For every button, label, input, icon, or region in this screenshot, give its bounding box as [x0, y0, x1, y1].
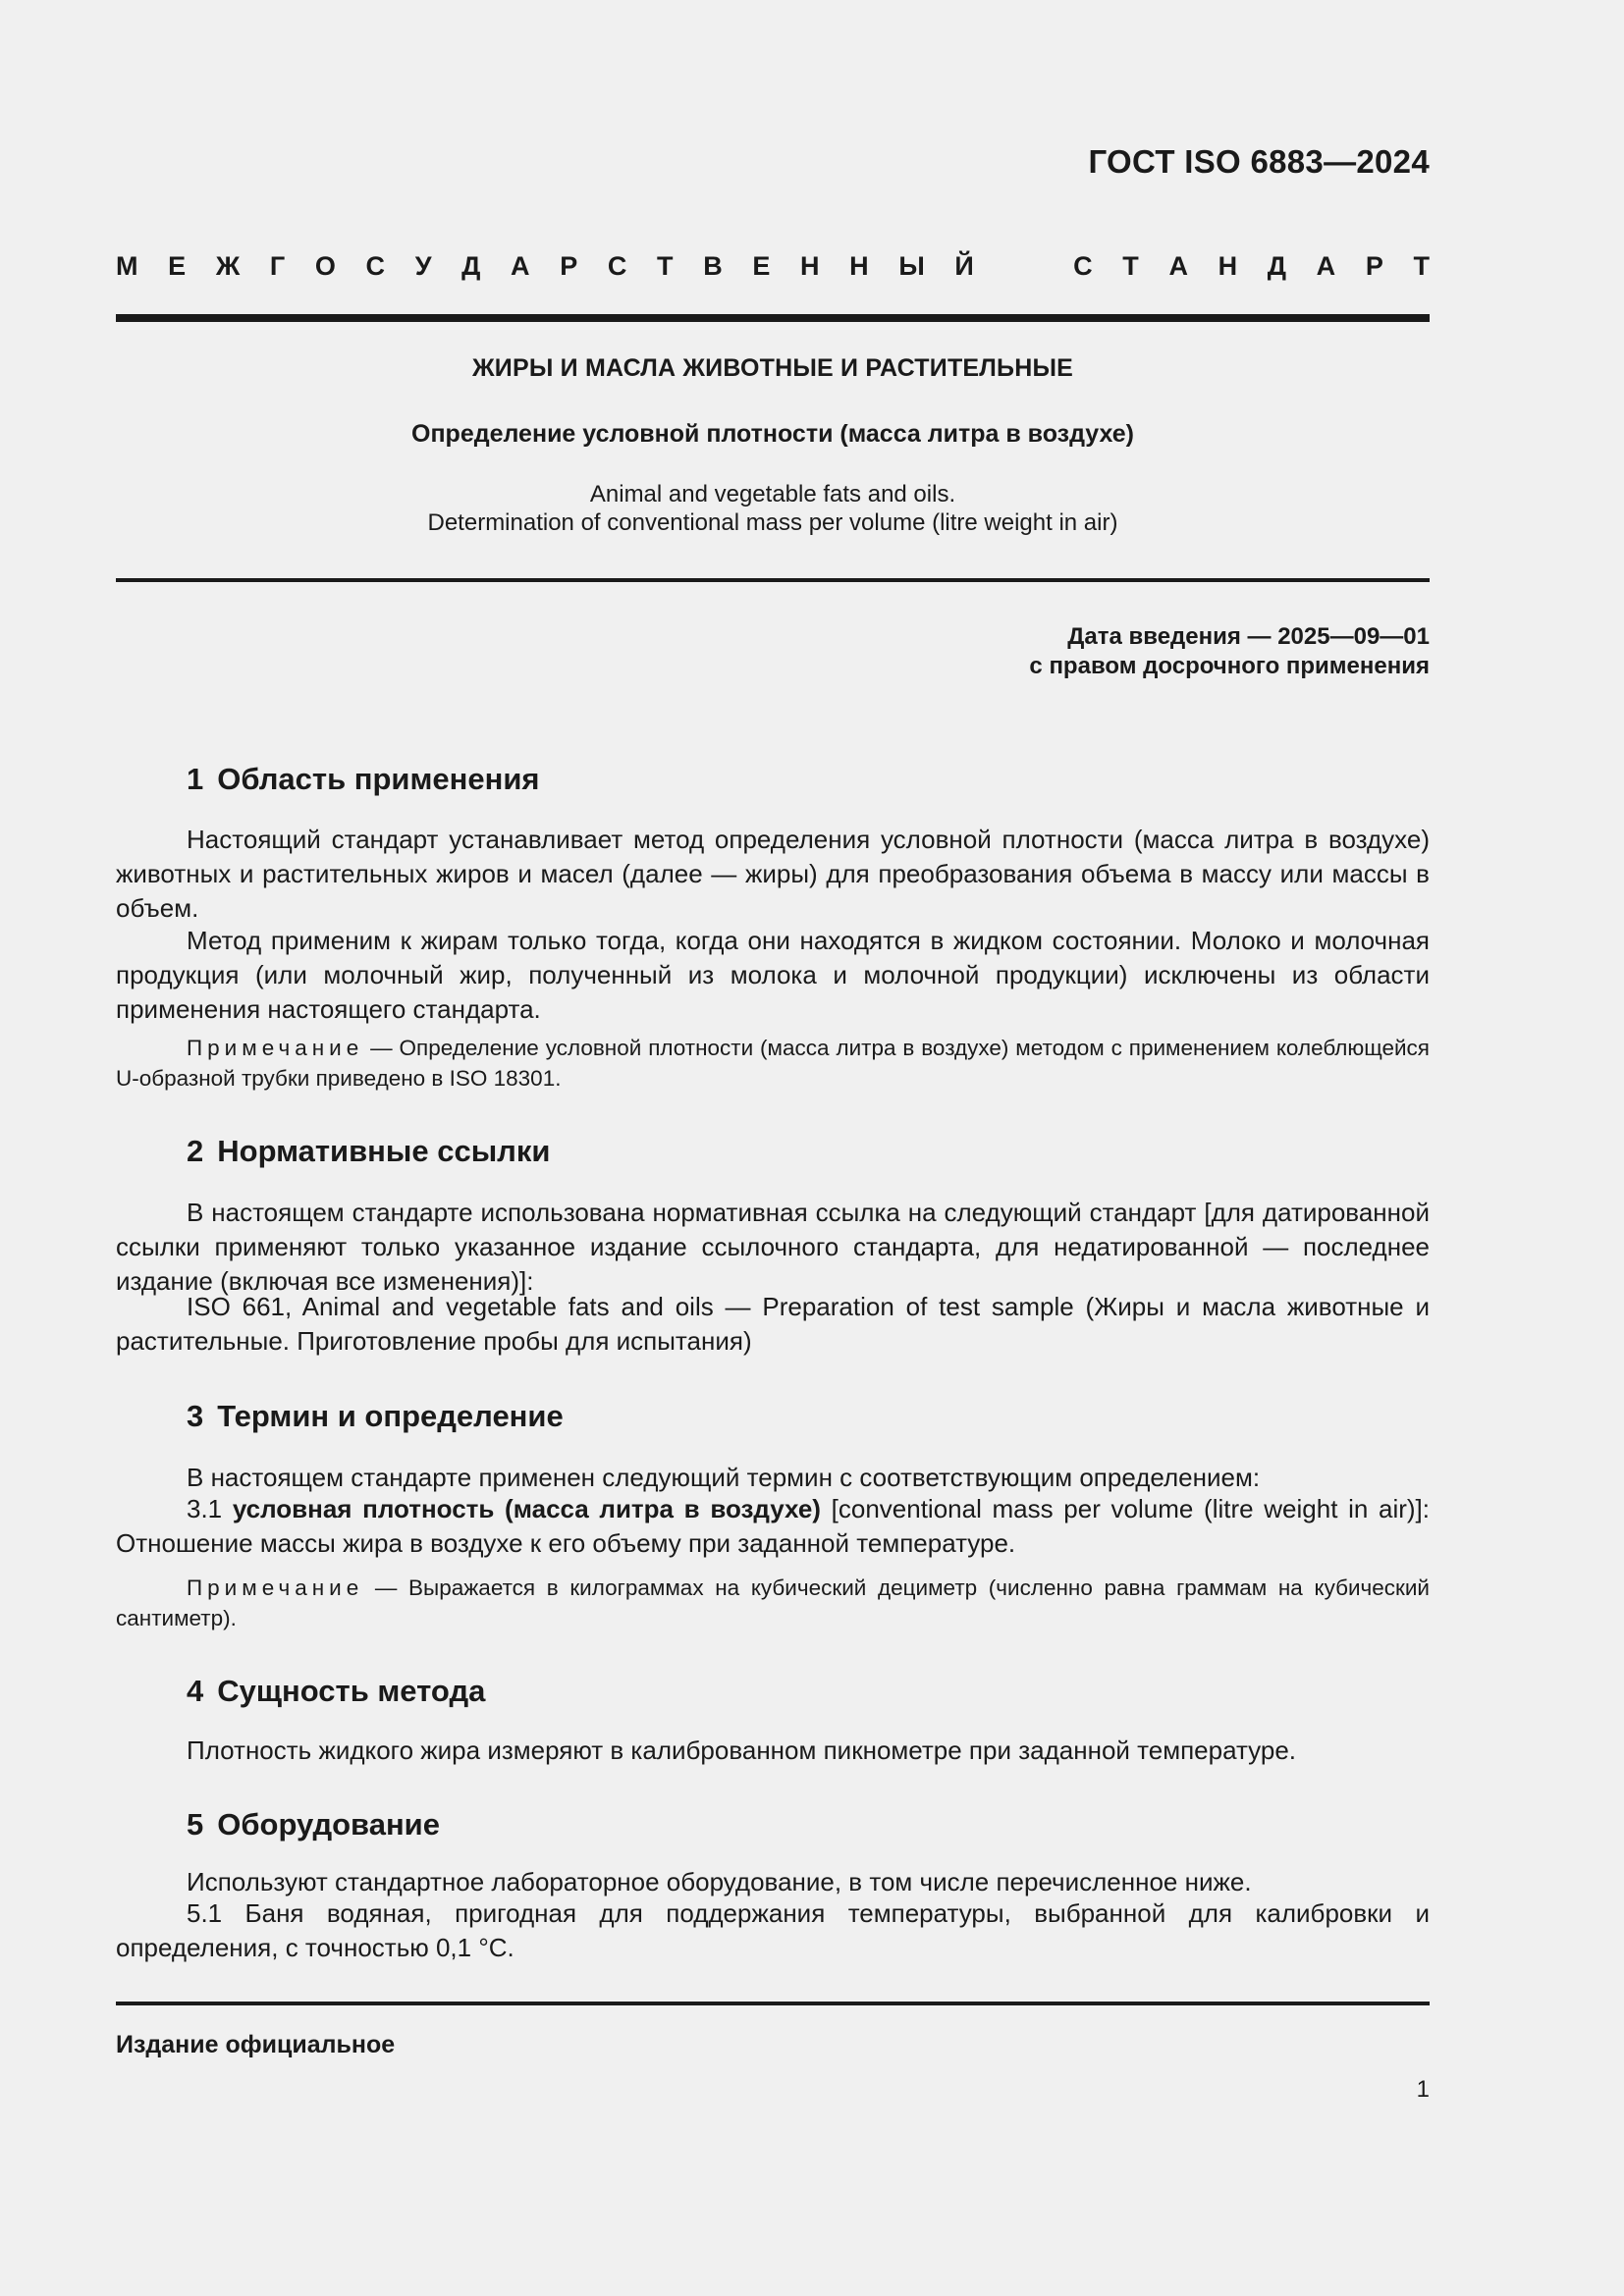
- document-subtitle: Определение условной плотности (масса литра в воздухе): [411, 420, 1134, 448]
- banner-letter: Д: [461, 251, 481, 281]
- term-number: 3.1: [187, 1494, 233, 1523]
- page-number: 1: [1416, 2076, 1430, 2103]
- banner-letter: А: [511, 251, 530, 281]
- banner-letter: Д: [1267, 251, 1287, 281]
- banner-letter: М: [116, 251, 138, 281]
- banner-letter: С: [607, 251, 627, 281]
- reference-entry: ISO 661, Animal and vegetable fats and oils — Preparation of test sample (Жиры и масла животные и растительные. Приготовление пробы для испытания): [116, 1292, 1430, 1356]
- english-title-line: Animal and vegetable fats and oils.: [589, 481, 956, 507]
- paragraph: Плотность жидкого жира измеряют в калиброванном пикнометре при заданной температуре.: [187, 1735, 1297, 1765]
- banner-letter: Т: [1122, 251, 1139, 281]
- section-title: Термин и определение: [217, 1399, 564, 1433]
- banner-letter: В: [703, 251, 723, 281]
- note: [116, 1573, 1430, 1633]
- section-number: 1: [187, 762, 204, 796]
- document-body: [116, 0, 1430, 2296]
- document-title: ЖИРЫ И МАСЛА ЖИВОТНЫЕ И РАСТИТЕЛЬНЫЕ: [471, 354, 1074, 382]
- paragraph: Метод применим к жирам только тогда, когда они находятся в жидком состоянии. Молоко и молочная продукция (или молочный жир, полученный из молока и молочной продукции) исключены из области применения настоящего стандарта.: [116, 926, 1430, 1024]
- banner-letter: О: [314, 251, 336, 281]
- paragraph: Настоящий стандарт устанавливает метод определения условной плотности (масса литра в воздухе) животных и растительных жиров и масел (далее — жиры) для преобразования объема в массу или массы в объем.: [116, 825, 1430, 923]
- note-text: — Определение условной плотности (масса литра в воздухе) методом с применением колеблющейся U-образной трубки приведено в ISO 18301.: [116, 1036, 1430, 1091]
- banner-letter: Н: [1218, 251, 1238, 281]
- banner-letter: С: [365, 251, 386, 281]
- banner-letter: А: [1168, 251, 1188, 281]
- section-number: 3: [187, 1399, 204, 1433]
- section-heading: [187, 1674, 485, 1709]
- banner-letter: Е: [168, 251, 187, 281]
- term-description: [conventional mass per volume (litre weight in air)]: Отношение массы жира в воздухе к его объему при заданной температуре.: [116, 1494, 1430, 1558]
- banner-letter: Р: [1365, 251, 1383, 281]
- section-heading: [187, 1399, 564, 1434]
- section-heading: [187, 1807, 440, 1842]
- section-title: Сущность метода: [217, 1674, 486, 1708]
- banner-letter: Е: [752, 251, 771, 281]
- paragraph: Используют стандартное лабораторное оборудование, в том числе перечисленное ниже.: [187, 1867, 1252, 1896]
- banner-letter: С: [1073, 251, 1093, 281]
- footer-divider: [116, 2002, 1430, 2005]
- term: условная плотность (масса литра в воздухе): [232, 1494, 821, 1523]
- section-number: 4: [187, 1674, 204, 1708]
- note-label: Примечание: [187, 1575, 364, 1600]
- clause: 5.1 Баня водяная, пригодная для поддержания температуры, выбранной для калибровки и определения, с точностью 0,1 °С.: [116, 1898, 1430, 1962]
- note-text: — Выражается в килограммах на кубический дециметр (численно равна граммам на кубический сантиметр).: [116, 1575, 1430, 1630]
- note-label: Примечание: [187, 1036, 364, 1060]
- section-number: 2: [187, 1134, 204, 1168]
- banner-letter: Н: [849, 251, 869, 281]
- section-number: 5: [187, 1807, 204, 1842]
- banner-letter: Ы: [898, 251, 925, 281]
- banner-letter: Ж: [215, 251, 241, 281]
- banner-letter: Т: [1413, 251, 1430, 281]
- section-title: Область применения: [217, 762, 540, 796]
- banner-letter: Т: [657, 251, 674, 281]
- note: [116, 1033, 1430, 1094]
- english-title-line: Determination of conventional mass per volume (litre weight in air): [427, 509, 1118, 536]
- term-definition: [116, 1492, 1430, 1561]
- document-code: ГОСТ ISO 6883—2024: [1088, 143, 1430, 180]
- section-heading: [187, 1134, 550, 1169]
- banner-letter: У: [414, 251, 432, 281]
- official-edition-label: Издание официальное: [116, 2031, 396, 2058]
- section-heading: [187, 762, 540, 797]
- banner-letter: Р: [560, 251, 578, 281]
- banner-letter: Н: [800, 251, 820, 281]
- paragraph: В настоящем стандарте использована нормативная ссылка на следующий стандарт [для датированной ссылки применяют только указанное издание ссылочного стандарта, для недатированной — последнее издание (включая все изменения)]:: [116, 1198, 1430, 1296]
- section-title: Нормативные ссылки: [217, 1134, 551, 1168]
- section-title: Оборудование: [217, 1807, 440, 1842]
- paragraph: В настоящем стандарте применен следующий термин с соответствующим определением:: [187, 1463, 1261, 1492]
- introduction-date-line: Дата введения — 2025—09—01: [1067, 623, 1430, 650]
- early-application-line: с правом досрочного применения: [1029, 653, 1430, 679]
- banner-letter: Й: [954, 251, 974, 281]
- banner-letter: Г: [269, 251, 286, 281]
- banner-letter: А: [1316, 251, 1336, 281]
